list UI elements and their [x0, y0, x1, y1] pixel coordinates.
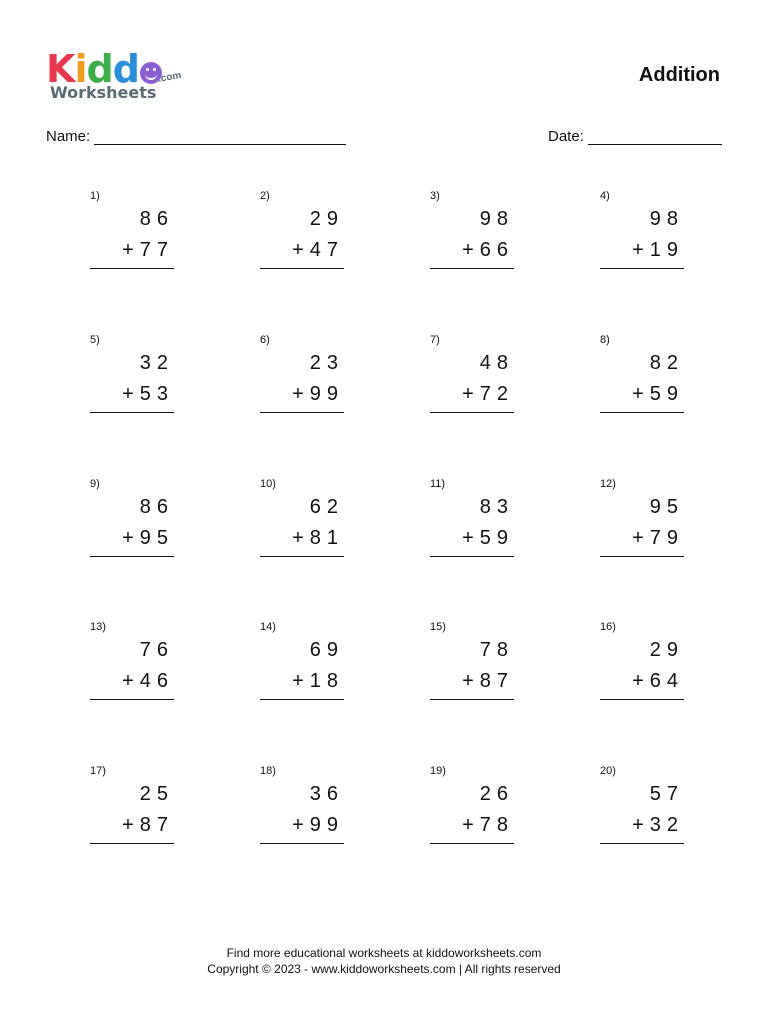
answer-line[interactable] [600, 268, 684, 269]
addition-problem [260, 332, 344, 422]
addend-top: 29 [649, 639, 684, 661]
problem-number: 8) [600, 334, 610, 346]
logo-subtext: Worksheets [50, 83, 157, 102]
addend-top: 83 [479, 496, 514, 518]
answer-line[interactable] [430, 843, 514, 844]
footer-line-2: Copyright © 2023 - www.kiddoworksheets.com | All rights reserved [207, 962, 561, 976]
addition-problem [90, 619, 174, 709]
addend-top: 36 [309, 783, 344, 805]
date-field[interactable] [548, 128, 722, 145]
addend-top: 48 [479, 352, 514, 374]
problem-number: 10) [260, 478, 276, 490]
addition-problem [600, 476, 684, 566]
addition-problem [90, 476, 174, 566]
addend-bottom: +78 [462, 814, 514, 836]
addition-problem [260, 476, 344, 566]
addend-top: 82 [649, 352, 684, 374]
problem-number: 4) [600, 190, 610, 202]
addition-problem [430, 763, 514, 853]
addition-problem [600, 619, 684, 709]
problem-number: 14) [260, 621, 276, 633]
date-label: Date: [548, 128, 584, 145]
addend-top: 86 [139, 496, 174, 518]
addend-bottom: +87 [122, 814, 174, 836]
addend-bottom: +99 [292, 814, 344, 836]
addition-problem [430, 188, 514, 278]
addend-top: 32 [139, 352, 174, 374]
addition-problem [430, 476, 514, 566]
name-label: Name: [46, 128, 91, 145]
addend-top: 98 [479, 208, 514, 230]
problem-number: 7) [430, 334, 440, 346]
answer-line[interactable] [90, 556, 174, 557]
answer-line[interactable] [260, 843, 344, 844]
addend-bottom: +66 [462, 239, 514, 261]
addend-bottom: +46 [122, 670, 174, 692]
addend-top: 26 [479, 783, 514, 805]
kiddo-worksheets-logo [46, 47, 196, 106]
addend-bottom: +47 [292, 239, 344, 261]
addend-bottom: +77 [122, 239, 174, 261]
addend-bottom: +64 [632, 670, 684, 692]
addition-problem [260, 619, 344, 709]
addition-problem [260, 763, 344, 853]
answer-line[interactable] [600, 556, 684, 557]
addition-problem [600, 332, 684, 422]
answer-line[interactable] [600, 412, 684, 413]
answer-line[interactable] [260, 412, 344, 413]
date-line [588, 128, 722, 145]
addend-top: 23 [309, 352, 344, 374]
answer-line[interactable] [430, 412, 514, 413]
addition-problem [260, 188, 344, 278]
answer-line[interactable] [430, 699, 514, 700]
problem-number: 11) [430, 478, 446, 490]
logo-wordmark: Kidd [46, 50, 196, 88]
footer [0, 945, 768, 977]
addend-bottom: +59 [462, 527, 514, 549]
name-line [94, 128, 346, 145]
addend-bottom: +81 [292, 527, 344, 549]
answer-line[interactable] [260, 699, 344, 700]
addend-top: 86 [139, 208, 174, 230]
addend-bottom: +72 [462, 383, 514, 405]
problem-number: 2) [260, 190, 270, 202]
problem-number: 9) [90, 478, 100, 490]
problem-number: 15) [430, 621, 446, 633]
problem-number: 5) [90, 334, 100, 346]
problem-number: 13) [90, 621, 106, 633]
answer-line[interactable] [600, 843, 684, 844]
addend-bottom: +79 [632, 527, 684, 549]
addition-problem [90, 188, 174, 278]
footer-line-1: Find more educational worksheets at kiddoworksheets.com [226, 946, 542, 960]
answer-line[interactable] [260, 556, 344, 557]
addend-bottom: +18 [292, 670, 344, 692]
answer-line[interactable] [600, 699, 684, 700]
logo-com: .com [157, 70, 183, 85]
addition-problem [90, 763, 174, 853]
addend-bottom: +59 [632, 383, 684, 405]
addition-problem [90, 332, 174, 422]
problem-number: 16) [600, 621, 616, 633]
addend-top: 69 [309, 639, 344, 661]
addend-top: 98 [649, 208, 684, 230]
problem-number: 19) [430, 765, 446, 777]
answer-line[interactable] [430, 268, 514, 269]
addend-top: 29 [309, 208, 344, 230]
answer-line[interactable] [90, 843, 174, 844]
problem-number: 6) [260, 334, 270, 346]
name-field[interactable] [46, 128, 346, 145]
addend-bottom: +53 [122, 383, 174, 405]
addend-bottom: +95 [122, 527, 174, 549]
addend-bottom: +99 [292, 383, 344, 405]
answer-line[interactable] [260, 268, 344, 269]
answer-line[interactable] [90, 699, 174, 700]
problem-number: 3) [430, 190, 440, 202]
addend-top: 76 [139, 639, 174, 661]
addend-bottom: +87 [462, 670, 514, 692]
answer-line[interactable] [90, 412, 174, 413]
problem-number: 20) [600, 765, 616, 777]
answer-line[interactable] [430, 556, 514, 557]
addend-top: 78 [479, 639, 514, 661]
addition-problem [430, 332, 514, 422]
addition-problem [600, 188, 684, 278]
addend-bottom: +32 [632, 814, 684, 836]
addend-top: 62 [309, 496, 344, 518]
addend-top: 95 [649, 496, 684, 518]
answer-line[interactable] [90, 268, 174, 269]
problem-grid [90, 188, 690, 868]
problem-number: 1) [90, 190, 100, 202]
problem-number: 17) [90, 765, 106, 777]
addend-top: 57 [649, 783, 684, 805]
addend-top: 25 [139, 783, 174, 805]
problem-number: 18) [260, 765, 276, 777]
worksheet-title: Addition [638, 64, 720, 86]
addition-problem [430, 619, 514, 709]
addend-bottom: +19 [632, 239, 684, 261]
addition-problem [600, 763, 684, 853]
problem-number: 12) [600, 478, 616, 490]
